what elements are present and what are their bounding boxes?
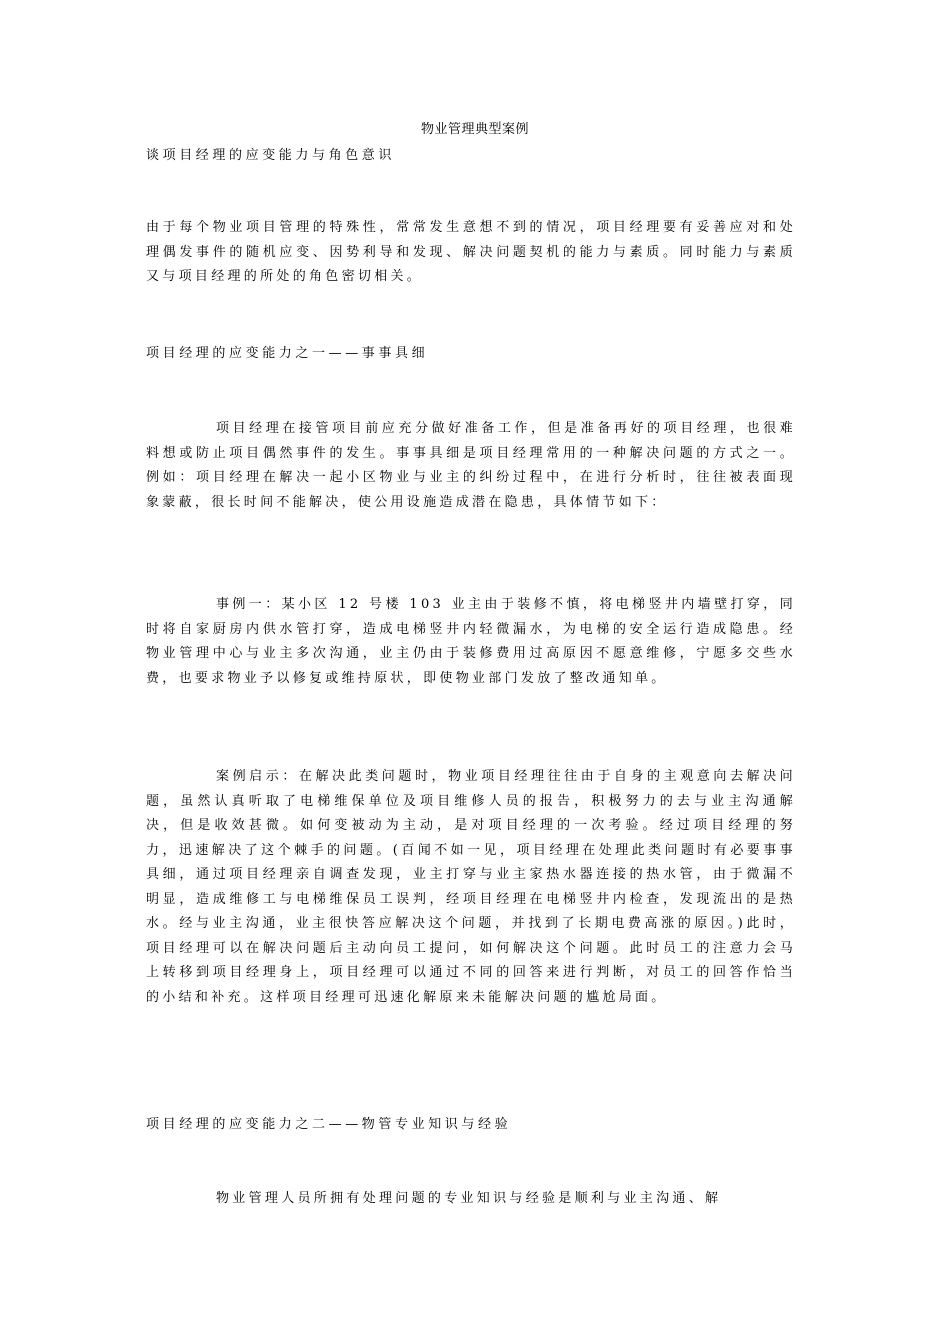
section-heading-2: 项目经理的应变能力之二——物管专业知识与经验 (146, 1117, 512, 1132)
intro-paragraph: 由于每个物业项目管理的特殊性，常常发生意想不到的情况，项目经理要有妥善应对和处理偶发事件的随机应变、因势利导和发现、解决问题契机的能力与素质。同时能力与素质又与项目经理的所处的角色密切相关。 (146, 220, 796, 284)
section-heading-1: 项目经理的应变能力之一——事事具细 (146, 346, 429, 361)
document-subtitle: 谈项目经理的应变能力与角色意识 (146, 148, 396, 163)
case-insight-paragraph: 案例启示：在解决此类问题时，物业项目经理往往由于自身的主观意向去解决问题，虽然认真听取了电梯维保单位及项目维修人员的报告，积极努力的去与业主沟通解决，但是收效甚微。如何变被动为主动，是对项目经理的一次考验。经过项目经理的努力，迅速解决了这个棘手的问题。(百闻不如一见，项目经理在处理此类问题时有必要事事具细，通过项目经理亲自调查发现，业主打穿与业主家热水器连接的热水管，由于微漏不明显，造成维修工与电梯维保员工误判，经项目经理在电梯竖井内检查，发现流出的是热水。经与业主沟通，业主很快答应解决这个问题，并找到了长期电费高涨的原因。)此时，项目经理可以在解决问题后主动向员工提问，如何解决这个问题。此时员工的注意力会马上转移到项目经理身上，项目经理可以通过不同的回答来进行判断，对员工的回答作恰当的小结和补充。这样项目经理可迅速化解原来未能解决问题的尴尬局面。 (146, 769, 796, 1005)
document-title: 物业管理典型案例 (420, 122, 529, 137)
section2-paragraph: 物业管理人员所拥有处理问题的专业知识与经验是顺利与业主沟通、解 (216, 1191, 722, 1206)
case-example-paragraph: 事例一：某小区 12 号楼 103 业主由于装修不慎，将电梯竖井内墙壁打穿，同时将自家厨房内供水管打穿，造成电梯竖井内轻微漏水，为电梯的安全运行造成隐患。经物业管理中心与业主多次沟通，业主仍由于装修费用过高原因不愿意维修，宁愿多交些水费，也要求物业予以修复或维持原状，即使物业部门发放了整改通知单。 (146, 597, 796, 686)
section1-paragraph: 项目经理在接管项目前应充分做好准备工作，但是准备再好的项目经理，也很难料想或防止项目偶然事件的发生。事事具细是项目经理常用的一种解决问题的方式之一。例如：项目经理在解决一起小区物业与业主的纠纷过程中，在进行分析时，往往被表面现象蒙蔽，很长时间不能解决，使公用设施造成潜在隐患，具体情节如下： (146, 421, 796, 510)
